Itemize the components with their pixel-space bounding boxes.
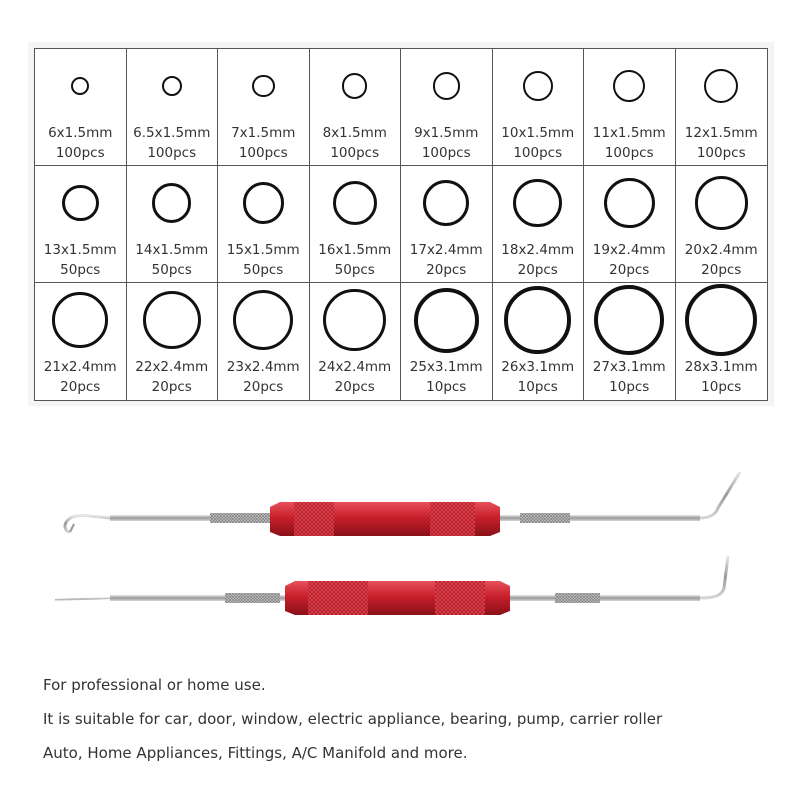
o-ring-icon [323, 289, 386, 352]
o-ring-icon [52, 292, 108, 348]
o-ring-quantity-label: 20pcs [426, 262, 467, 278]
o-ring-cell [218, 49, 310, 166]
o-ring-size-label: 19x2.4mm [592, 242, 666, 258]
o-ring-size-chart [28, 42, 774, 406]
o-ring-quantity-label: 100pcs [238, 145, 288, 161]
o-ring-icon [423, 180, 469, 226]
o-ring-size-label: 22x2.4mm [135, 359, 209, 375]
o-ring-cell [310, 283, 402, 400]
o-ring-icon [342, 73, 367, 98]
o-ring-icon [695, 176, 748, 229]
o-ring-icon [243, 182, 285, 224]
o-ring-cell [584, 166, 676, 283]
o-ring-quantity-label: 100pcs [55, 145, 105, 161]
o-ring-size-label: 21x2.4mm [43, 359, 117, 375]
o-ring-icon [333, 181, 377, 225]
o-ring-cell [310, 49, 402, 166]
o-ring-cell [493, 49, 585, 166]
o-ring-icon [704, 69, 738, 103]
o-ring-cell [493, 166, 585, 283]
o-ring-size-label: 10x1.5mm [501, 125, 575, 141]
o-ring-icon [414, 288, 479, 353]
o-ring-quantity-label: 20pcs [609, 262, 650, 278]
o-ring-quantity-label: 20pcs [334, 379, 375, 395]
o-ring-cell [401, 283, 493, 400]
o-ring-icon [685, 284, 757, 356]
o-ring-quantity-label: 20pcs [151, 379, 192, 395]
description-line-1: For professional or home use. [43, 676, 266, 694]
description-line-2: It is suitable for car, door, window, electric appliance, bearing, pump, carrier roller [43, 710, 663, 728]
o-ring-icon [433, 72, 460, 99]
o-ring-icon [62, 185, 99, 222]
o-ring-icon [252, 75, 275, 98]
o-ring-icon [71, 77, 89, 95]
o-ring-quantity-label: 20pcs [701, 262, 742, 278]
o-ring-size-label: 6x1.5mm [48, 125, 113, 141]
o-ring-quantity-label: 20pcs [243, 379, 284, 395]
o-ring-cell [218, 166, 310, 283]
o-ring-cell [584, 49, 676, 166]
o-ring-size-label: 16x1.5mm [318, 242, 392, 258]
o-ring-cell [127, 49, 219, 166]
o-ring-icon [504, 286, 571, 353]
straight-pick-tool [55, 556, 728, 615]
o-ring-size-label: 12x1.5mm [684, 125, 758, 141]
o-ring-grid [34, 48, 768, 401]
o-ring-icon [523, 71, 553, 101]
o-ring-icon [604, 178, 655, 229]
o-ring-size-label: 18x2.4mm [501, 242, 575, 258]
o-ring-cell [584, 283, 676, 400]
o-ring-quantity-label: 100pcs [421, 145, 471, 161]
o-ring-quantity-label: 20pcs [60, 379, 101, 395]
o-ring-size-label: 25x3.1mm [409, 359, 483, 375]
o-ring-size-label: 14x1.5mm [135, 242, 209, 258]
o-ring-cell [35, 49, 127, 166]
o-ring-icon [233, 290, 293, 350]
o-ring-cell [127, 166, 219, 283]
o-ring-cell [310, 166, 402, 283]
o-ring-quantity-label: 10pcs [609, 379, 650, 395]
description-line-3: Auto, Home Appliances, Fittings, A/C Manifold and more. [43, 744, 468, 762]
o-ring-size-label: 7x1.5mm [231, 125, 296, 141]
o-ring-cell [493, 283, 585, 400]
o-ring-quantity-label: 50pcs [243, 262, 284, 278]
o-ring-size-label: 8x1.5mm [322, 125, 387, 141]
o-ring-size-label: 17x2.4mm [409, 242, 483, 258]
o-ring-size-label: 23x2.4mm [226, 359, 300, 375]
o-ring-quantity-label: 10pcs [701, 379, 742, 395]
o-ring-icon [513, 179, 562, 228]
o-ring-quantity-label: 50pcs [151, 262, 192, 278]
o-ring-quantity-label: 100pcs [147, 145, 197, 161]
o-ring-size-label: 27x3.1mm [592, 359, 666, 375]
o-ring-quantity-label: 50pcs [60, 262, 101, 278]
o-ring-quantity-label: 50pcs [334, 262, 375, 278]
o-ring-cell [401, 49, 493, 166]
o-ring-cell [676, 283, 768, 400]
o-ring-size-label: 28x3.1mm [684, 359, 758, 375]
o-ring-size-label: 15x1.5mm [226, 242, 300, 258]
o-ring-icon [152, 183, 191, 222]
o-ring-quantity-label: 20pcs [517, 262, 558, 278]
o-ring-quantity-label: 100pcs [513, 145, 563, 161]
o-ring-size-label: 13x1.5mm [43, 242, 117, 258]
o-ring-cell [35, 283, 127, 400]
o-ring-size-label: 11x1.5mm [592, 125, 666, 141]
product-description [43, 668, 783, 770]
o-ring-cell [218, 283, 310, 400]
o-ring-size-label: 9x1.5mm [414, 125, 479, 141]
o-ring-quantity-label: 100pcs [604, 145, 654, 161]
o-ring-quantity-label: 100pcs [696, 145, 746, 161]
o-ring-cell [127, 283, 219, 400]
o-ring-size-label: 20x2.4mm [684, 242, 758, 258]
o-ring-quantity-label: 100pcs [330, 145, 380, 161]
o-ring-cell [401, 166, 493, 283]
o-ring-icon [613, 70, 645, 102]
o-ring-cell [676, 166, 768, 283]
o-ring-icon [162, 76, 182, 96]
o-ring-icon [594, 285, 664, 355]
pick-tools-image [50, 462, 750, 632]
o-ring-quantity-label: 10pcs [517, 379, 558, 395]
o-ring-cell [35, 166, 127, 283]
o-ring-size-label: 24x2.4mm [318, 359, 392, 375]
hook-pick-tool [65, 472, 740, 536]
o-ring-cell [676, 49, 768, 166]
o-ring-icon [143, 291, 201, 349]
o-ring-quantity-label: 10pcs [426, 379, 467, 395]
o-ring-size-label: 6.5x1.5mm [133, 125, 211, 141]
o-ring-size-label: 26x3.1mm [501, 359, 575, 375]
